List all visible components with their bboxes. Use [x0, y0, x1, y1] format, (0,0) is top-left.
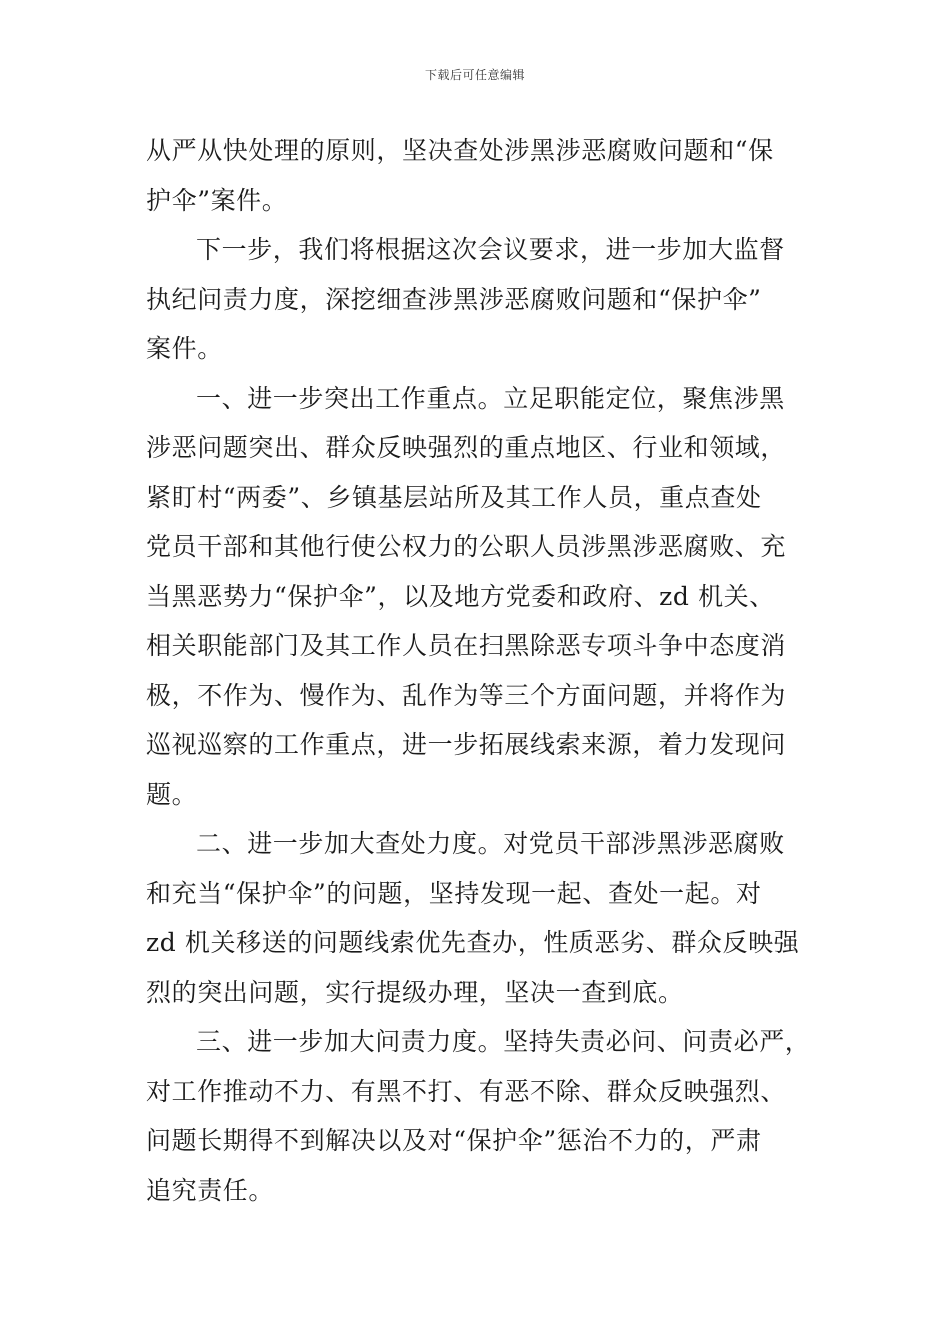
text-line: 极，不作为、慢作为、乱作为等三个方面问题，并将作为	[146, 680, 787, 710]
text-line: 护伞”案件。	[146, 185, 288, 215]
paragraph-start-line: 一、进一步突出工作重点。立足职能定位，聚焦涉黑	[196, 383, 785, 413]
text-line: 烈的突出问题，实行提级办理，坚决一查到底。	[146, 977, 684, 1007]
paragraph-start-line: 三、进一步加大问责力度。坚持失责必问、问责必严，	[196, 1027, 811, 1056]
text-line: 对工作推动不力、有黑不打、有恶不除、群众反映强烈、	[146, 1076, 787, 1106]
text-line: 党员干部和其他行使公权力的公职人员涉黑涉恶腐败、充	[146, 532, 787, 561]
text-line: 涉恶问题突出、群众反映强烈的重点地区、行业和领域，	[146, 433, 787, 462]
text-line: 题。	[146, 779, 198, 809]
document-body	[146, 126, 810, 1215]
text-line: 巡视巡察的工作重点，进一步拓展线索来源，着力发现问	[146, 730, 787, 759]
text-line: 相关职能部门及其工作人员在扫黑除恶专项斗争中态度消	[146, 631, 787, 660]
header-note: 下载后可任意编辑	[424, 68, 525, 82]
paragraph-start-line: 下一步，我们将根据这次会议要求，进一步加大监督	[196, 235, 785, 264]
text-line: 从严从快处理的原则，坚决查处涉黑涉恶腐败问题和“保	[146, 136, 774, 165]
text-line: zd 机关移送的问题线索优先查办，性质恶劣、群众反映强	[146, 928, 800, 957]
text-line: 案件。	[146, 334, 223, 363]
text-line: 当黑恶势力“保护伞”，以及地方党委和政府、zd 机关、	[146, 581, 775, 611]
text-line: 执纪问责力度，深挖细查涉黑涉恶腐败问题和“保护伞”	[146, 284, 762, 314]
text-line: 紧盯村“两委”、乡镇基层站所及其工作人员，重点查处	[146, 482, 762, 512]
text-line: 问题长期得不到解决以及对“保护伞”惩治不力的，严肃	[146, 1126, 762, 1155]
text-line: 和充当“保护伞”的问题，坚持发现一起、查处一起。对	[146, 878, 762, 908]
paragraph-start-line: 二、进一步加大查处力度。对党员干部涉黑涉恶腐败	[196, 829, 785, 858]
text-line: 追究责任。	[146, 1175, 275, 1205]
